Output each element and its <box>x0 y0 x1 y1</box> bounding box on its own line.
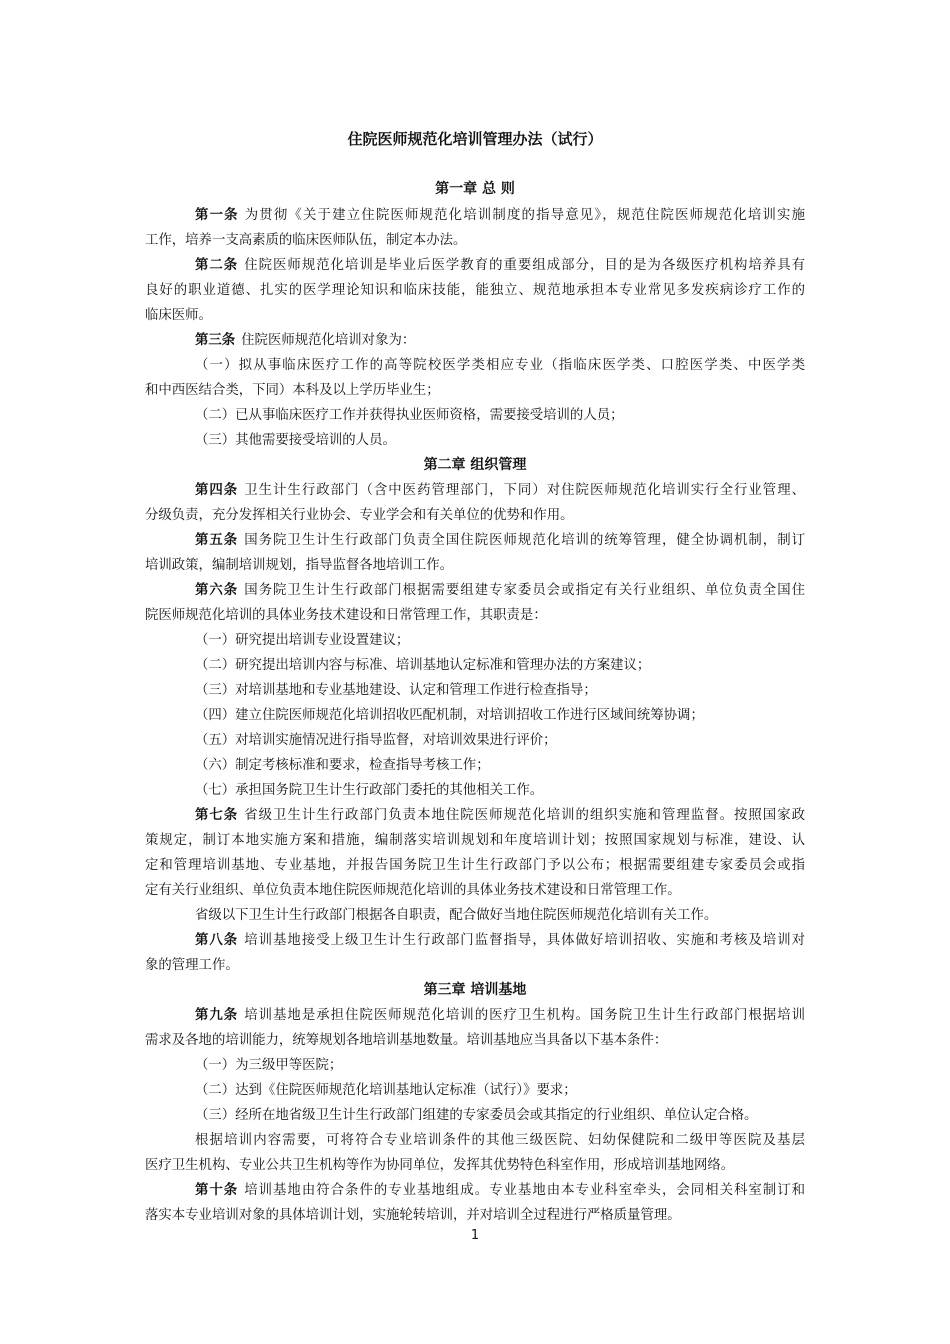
article-line: （五）对培训实施情况进行指导监督，对培训效果进行评价； <box>195 733 557 748</box>
article-line: 需求及各地的培训能力，统筹规划各地培训基地数量。培训基地应当具备以下基本条件： <box>145 1033 668 1048</box>
chapter-heading: 第三章 培训基地 <box>423 982 527 998</box>
article-line <box>145 1179 805 1198</box>
article-line: 落实本专业培训对象的具体培训计划，实施轮转培训，并对培训全过程进行严格质量管理。 <box>145 1208 681 1223</box>
article-line: （三）其他需要接受培训的人员。 <box>195 433 396 448</box>
article-label: 第一条 <box>195 208 239 223</box>
article-line: 和中西医结合类，下同）本科及以上学历毕业生； <box>145 383 440 398</box>
article-line: 分级负责，充分发挥相关行业协会、专业学会和有关单位的优势和作用。 <box>145 508 574 523</box>
article-line: 培训政策，编制培训规划，指导监督各地培训工作。 <box>145 558 453 573</box>
article-text: 国务院卫生计生行政部门根据需要组建专家委员会或指定有关行业组织、单位负责全国住 <box>244 583 805 598</box>
article-line: （四）建立住院医师规范化培训招收匹配机制，对培训招收工作进行区域间统筹协调； <box>195 708 704 723</box>
article-line: 象的管理工作。 <box>145 958 239 973</box>
chapter-heading: 第二章 组织管理 <box>423 457 527 473</box>
article-line: 策规定，制订本地实施方案和措施，编制落实培训规划和年度培训计划；按照国家规划与标准，建设、认 <box>145 833 805 848</box>
article-line: 临床医师。 <box>145 308 212 323</box>
article-text: 卫生计生行政部门（含中医药管理部门，下同）对住院医师规范化培训实行全行业管理、 <box>244 483 805 498</box>
article-line: （一）拟从事临床医疗工作的高等院校医学类相应专业（指临床医学类、口腔医学类、中医学类 <box>195 358 805 373</box>
article-text: 住院医师规范化培训对象为： <box>241 333 416 348</box>
article-text: 培训基地由符合条件的专业基地组成。专业基地由本专业科室牵头，会同相关科室制订和 <box>244 1183 805 1198</box>
article-line: 良好的职业道德、扎实的医学理论知识和临床技能，能独立、规范地承担本专业常见多发疾病诊疗工作的 <box>145 283 805 298</box>
article-line: （六）制定考核标准和要求，检查指导考核工作； <box>195 758 490 773</box>
article-line <box>145 254 805 273</box>
article-line: （一）研究提出培训专业设置建议； <box>195 633 410 648</box>
article-line: （三）对培训基地和专业基地建设、认定和管理工作进行检查指导； <box>195 683 597 698</box>
article-line <box>145 804 805 823</box>
page-number: 1 <box>470 1228 480 1243</box>
article-line: （二）研究提出培训内容与标准、培训基地认定标准和管理办法的方案建议； <box>195 658 651 673</box>
article-line: 医疗卫生机构、专业公共卫生机构等作为协同单位，发挥其优势特色科室作用，形成培训基地网络。 <box>145 1158 735 1173</box>
article-label: 第二条 <box>195 258 239 273</box>
article-line: （七）承担国务院卫生计生行政部门委托的其他相关工作。 <box>195 783 544 798</box>
article-label: 第四条 <box>195 483 239 498</box>
chapter-heading: 第一章 总 则 <box>435 181 515 197</box>
article-label: 第八条 <box>195 933 239 948</box>
article-label: 第六条 <box>195 583 239 598</box>
document-page <box>145 0 805 1344</box>
article-line: 定有关行业组织、单位负责本地住院医师规范化培训的具体业务技术建设和日常管理工作。 <box>145 883 681 898</box>
article-line: （二）达到《住院医师规范化培训基地认定标准（试行）》要求； <box>195 1083 577 1098</box>
article-line <box>145 1004 805 1023</box>
article-text: 国务院卫生计生行政部门负责全国住院医师规范化培训的统筹管理，健全协调机制，制订 <box>244 533 805 548</box>
article-text: 为贯彻《关于建立住院医师规范化培训制度的指导意见》，规范住院医师规范化培训实施 <box>244 208 805 223</box>
article-text: 省级卫生计生行政部门负责本地住院医师规范化培训的组织实施和管理监督。按照国家政 <box>244 808 805 823</box>
document-title: 住院医师规范化培训管理办法（试行） <box>347 130 603 148</box>
article-label: 第七条 <box>195 808 239 823</box>
article-label: 第三条 <box>195 333 236 348</box>
article-line <box>145 529 805 548</box>
article-line: （二）已从事临床医疗工作并获得执业医师资格，需要接受培训的人员； <box>195 408 624 423</box>
article-line: 省级以下卫生计生行政部门根据各自职责，配合做好当地住院医师规范化培训有关工作。 <box>195 908 718 923</box>
article-text: 培训基地接受上级卫生计生行政部门监督指导，具体做好培训招收、实施和考核及培训对 <box>244 933 805 948</box>
article-line <box>145 479 805 498</box>
article-line: （三）经所在地省级卫生计生行政部门组建的专家委员会或其指定的行业组织、单位认定合格。 <box>195 1108 758 1123</box>
article-text: 住院医师规范化培训是毕业后医学教育的重要组成部分，目的是为各级医疗机构培养具有 <box>244 258 805 273</box>
article-line: 院医师规范化培训的具体业务技术建设和日常管理工作，其职责是： <box>145 608 547 623</box>
article-line: （一）为三级甲等医院； <box>195 1058 343 1073</box>
article-line <box>145 329 805 348</box>
article-line: 定和管理培训基地、专业基地，并报告国务院卫生计生行政部门予以公布；根据需要组建专家委员会或指 <box>145 858 805 873</box>
article-line <box>145 579 805 598</box>
article-label: 第十条 <box>195 1183 239 1198</box>
article-line: 根据培训内容需要，可将符合专业培训条件的其他三级医院、妇幼保健院和二级甲等医院及基层 <box>195 1133 805 1148</box>
article-text: 培训基地是承担住院医师规范化培训的医疗卫生机构。国务院卫生计生行政部门根据培训 <box>244 1008 805 1023</box>
article-label: 第九条 <box>195 1008 239 1023</box>
article-line <box>145 204 805 223</box>
article-label: 第五条 <box>195 533 239 548</box>
article-line: 工作，培养一支高素质的临床医师队伍，制定本办法。 <box>145 233 467 248</box>
article-line <box>145 929 805 948</box>
